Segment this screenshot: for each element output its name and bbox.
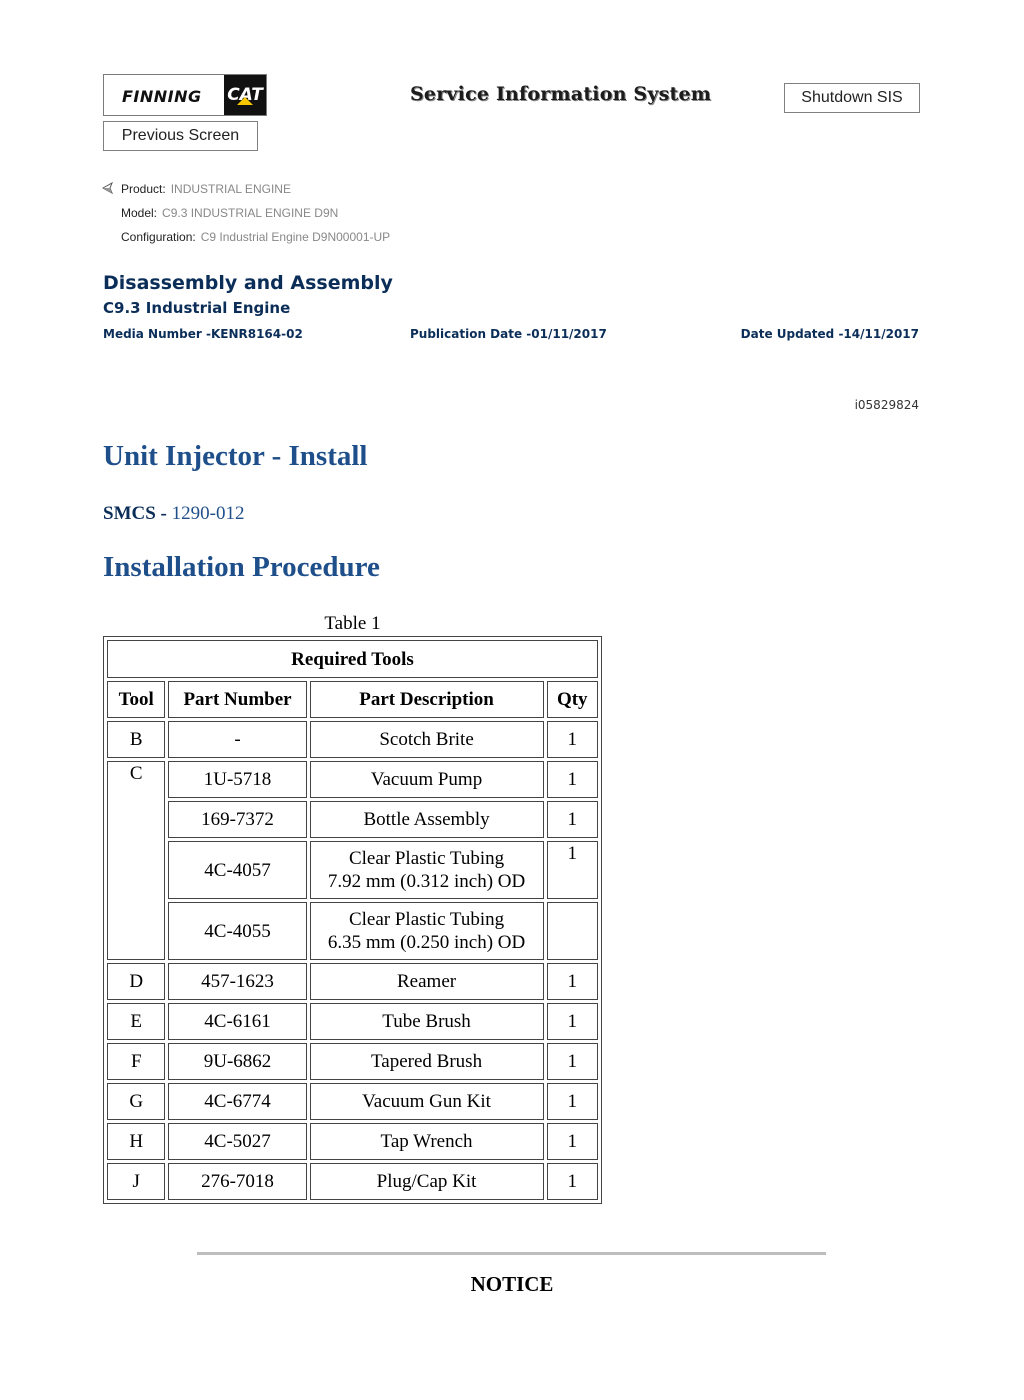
smcs-line [103,503,244,525]
part-number-cell: 169-7372 [168,801,306,838]
part-number-cell: 4C-5027 [168,1123,306,1160]
document-subtitle: C9.3 Industrial Engine [103,299,291,317]
table-row [107,841,598,899]
smcs-code: 1290-012 [171,503,245,524]
tool-cell: D [107,963,165,1000]
table-row [107,1083,598,1120]
table-row [107,761,598,798]
tool-cell: F [107,1043,165,1080]
tool-cell: C [107,761,165,960]
qty-cell: 1 [547,801,599,838]
meta-product [121,182,291,196]
qty-cell [547,902,599,960]
part-number-cell: 4C-6161 [168,1003,306,1040]
meta-configuration [121,230,390,244]
logo-text: FINNING [122,87,202,106]
system-title: Service Information System [410,83,712,105]
part-number-cell: 457-1623 [168,963,306,1000]
part-number-cell: 9U-6862 [168,1043,306,1080]
qty-cell: 1 [547,1163,599,1200]
part-description-cell: Tube Brush [310,1003,544,1040]
tool-cell: B [107,721,165,758]
page-title: Unit Injector - Install [103,440,368,472]
table-row [107,1043,598,1080]
qty-cell: 1 [547,1123,599,1160]
qty-cell: 1 [547,1083,599,1120]
shutdown-sis-button[interactable]: Shutdown SIS [784,83,920,113]
part-description-cell: Bottle Assembly [310,801,544,838]
part-number-cell: 1U-5718 [168,761,306,798]
media-number: Media Number -KENR8164-02 [103,327,303,341]
date-updated: Date Updated -14/11/2017 [740,327,919,341]
procedure-heading: Installation Procedure [103,551,380,583]
publication-date: Publication Date -01/11/2017 [410,327,607,341]
header-part-number: Part Number [168,681,306,718]
description-line-1: Clear Plastic Tubing [348,909,505,930]
part-description-cell [310,902,544,960]
part-description-cell: Plug/Cap Kit [310,1163,544,1200]
part-description-cell: Vacuum Gun Kit [310,1083,544,1120]
finning-cat-logo [103,74,267,116]
qty-cell: 1 [547,841,599,899]
smcs-label: SMCS - [103,503,167,524]
part-description-cell [310,841,544,899]
meta-model [121,206,338,220]
part-number-cell: 4C-4055 [168,902,306,960]
table-caption: Table 1 [324,613,381,634]
header-tool: Tool [107,681,165,718]
part-description-cell: Scotch Brite [310,721,544,758]
part-description-cell: Tap Wrench [310,1123,544,1160]
part-number-cell: 4C-6774 [168,1083,306,1120]
table-title: Required Tools [107,640,598,678]
table-row [107,1163,598,1200]
part-description-cell: Tapered Brush [310,1043,544,1080]
table-row [107,801,598,838]
notice-heading: NOTICE [470,1272,554,1296]
tool-cell: H [107,1123,165,1160]
required-tools-table [103,636,602,1204]
description-line-1: Clear Plastic Tubing [348,848,505,869]
table-row [107,721,598,758]
part-number-cell: 276-7018 [168,1163,306,1200]
cat-badge: CAT [224,75,266,115]
config-label: Configuration: [121,230,196,244]
model-label: Model: [121,206,158,220]
config-value: C9 Industrial Engine D9N00001-UP [200,230,391,244]
qty-cell: 1 [547,963,599,1000]
table-row [107,902,598,960]
back-arrow-icon[interactable] [101,181,115,195]
tool-cell: E [107,1003,165,1040]
part-number-cell: 4C-4057 [168,841,306,899]
tool-cell: J [107,1163,165,1200]
description-line-2: 7.92 mm (0.312 inch) OD [327,871,526,892]
previous-screen-button[interactable]: Previous Screen [103,121,258,151]
header-part-description: Part Description [310,681,544,718]
table-row [107,1123,598,1160]
product-label: Product: [121,182,166,196]
model-value: C9.3 INDUSTRIAL ENGINE D9N [162,206,339,220]
part-number-cell: - [168,721,306,758]
cat-triangle-icon [237,97,253,105]
header-qty: Qty [547,681,599,718]
document-id: i05829824 [854,398,919,412]
divider [197,1252,826,1255]
part-description-cell: Reamer [310,963,544,1000]
product-value: INDUSTRIAL ENGINE [170,182,291,196]
description-line-2: 6.35 mm (0.250 inch) OD [327,932,526,953]
table-row [107,963,598,1000]
document-title: Disassembly and Assembly [103,272,393,294]
tool-cell: G [107,1083,165,1120]
qty-cell: 1 [547,761,599,798]
part-description-cell: Vacuum Pump [310,761,544,798]
qty-cell: 1 [547,1043,599,1080]
qty-cell: 1 [547,721,599,758]
qty-cell: 1 [547,1003,599,1040]
table-row [107,1003,598,1040]
